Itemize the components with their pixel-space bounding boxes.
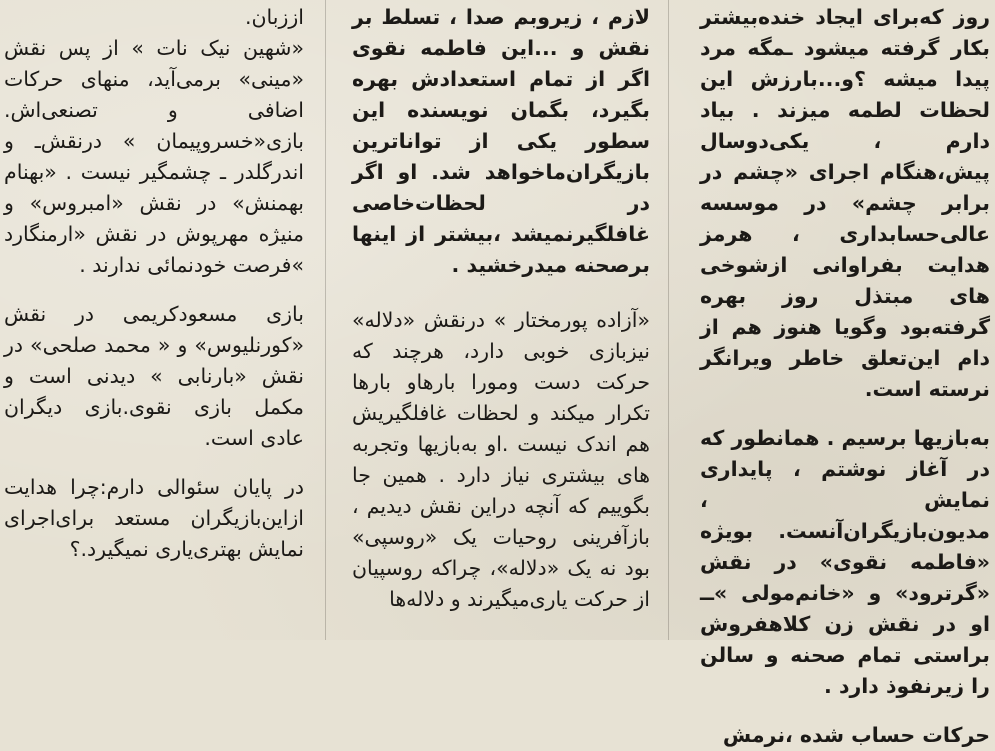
column-divider bbox=[325, 0, 326, 640]
column-divider bbox=[668, 0, 669, 640]
column-left bbox=[4, 0, 304, 640]
paragraph: به‌بازیها برسیم . همانطور که در آغاز نوشتم ، پایداری نمایش ، مدیون‌بازیگران‌آنست. بویژه «فاطمه نقوی» در نقش «گرترود» و «خانم‌مولی »ــ او در نقش زن کلاهفروش براستی تمام صحنه و سالن را زیرنفوذ دارد . bbox=[700, 426, 990, 698]
paragraph: «آزاده پورمختار » درنقش «دلاله» نیزبازی خوبی دارد، هرچند که حرکت دست ومورا بارهاو بارها تکرار میکند و لحظات غافلگیریش هم اندک نیست .او به‌بازیها وتجربه های بیشتری نیاز دارد . همین جا بگوییم که آنچه دراین نقش دیدیم ، بازآفرینی روحیات یک «روسپی» بود نه یک «دلاله»، چراکه روسپیان از حرکت یاری‌میگیرند و دلاله‌ها bbox=[352, 308, 650, 611]
column-right bbox=[700, 0, 990, 747]
column-middle bbox=[352, 0, 650, 640]
paragraph: حرکات حساب شده ،نرمش bbox=[722, 723, 990, 747]
paragraph: لازم ، زیروبم صدا ، تسلط بر نقش و ...این فاطمه نقوی اگر از تمام استعدادش بهره بگیرد، بگمان نویسنده این سطور یکی از تواناترین بازیگران‌ماخواهد شد. او اگر در لحظات‌خاصی غافلگیرنمیشد ،بیشتر از اینها برصحنه میدرخشید . bbox=[352, 5, 650, 277]
paragraph: در پایان سئوالی دارم:چرا هدایت ازاین‌بازیگران مستعد برای‌اجرای نمایش بهتری‌یاری نمیگیرد.؟ bbox=[4, 475, 304, 561]
paragraph: اززبان. bbox=[244, 5, 304, 29]
paragraph: بازی مسعودکریمی در نقش «کورنلیوس» و « محمد صلحی» در نقش «بارنابی » دیدنی است و مکمل بازی نقوی.بازی دیگران عادی است. bbox=[4, 302, 304, 450]
paragraph: «شهین نیک نات » از پس نقش «مینی» برمی‌آید، منهای حرکات اضافی و تصنعی‌اش. بازی«خسروپیمان » درنقش‌ـ و اندرگلدر ـ چشمگیر نیست . «بهنام بهمنش» در نقش «امبروس» و منیژه مهرپوش در نقش «ارمنگارد »فرصت خودنمائی ندارند . bbox=[4, 36, 304, 277]
paragraph: روز که‌برای ایجاد خنده‌بیشتر بکار گرفته میشود ـمگه مرد پیدا میشه ؟و...بارزش این لحظات لطمه میزند . بیاد دارم ، یکی‌دوسال پیش،هنگام اجرای «چشم در برابر چشم» در موسسه عالی‌حسابداری ، هرمز هدایت بفراوانی ازشوخی های مبتذل روز بهره گرفته‌بود وگویا هنوز هم از دام این‌تعلق خاطر ویرانگر نرسته است. bbox=[700, 5, 990, 401]
